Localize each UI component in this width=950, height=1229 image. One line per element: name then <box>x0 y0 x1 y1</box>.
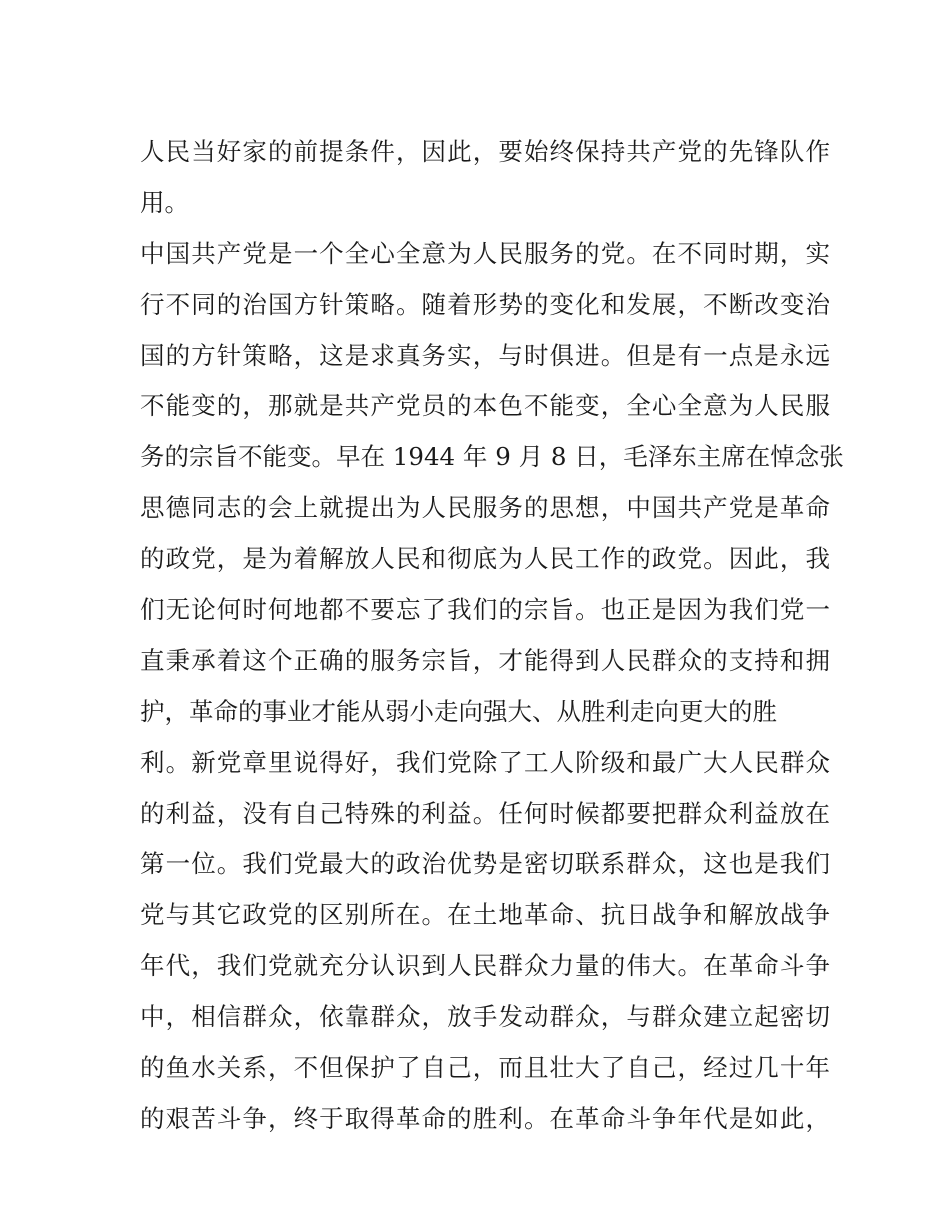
text-line-8: 思德同志的会上就提出为人民服务的思想，中国共产党是革命 <box>140 493 830 523</box>
text-line-15: 第一位。我们党最大的政治优势是密切联系群众，这也是我们 <box>140 849 830 879</box>
body-text <box>140 127 844 1145</box>
text-line-17: 年代，我们党就充分认识到人民群众力量的伟大。在革命斗争 <box>140 951 830 981</box>
text-line-11: 直秉承着这个正确的服务宗旨，才能得到人民群众的支持和拥 <box>140 645 830 675</box>
text-line-20: 的艰苦斗争，终于取得革命的胜利。在革命斗争年代是如此， <box>140 1103 830 1133</box>
text-line-1: 人民当好家的前提条件，因此，要始终保持共产党的先锋队作 <box>140 137 830 166</box>
text-line-14: 的利益，没有自己特殊的利益。任何时候都要把群众利益放在 <box>140 798 830 828</box>
text-line-12: 护，革命的事业才能从弱小走向强大、从胜利走向更大的胜 <box>140 696 777 726</box>
text-line-7: 务的宗旨不能变。早在 1944 年 9 月 8 日，毛泽东主席在悼念张 <box>140 442 844 472</box>
text-line-5: 国的方针策略，这是求真务实，与时俱进。但是有一点是永远 <box>140 340 830 370</box>
text-line-10: 们无论何时何地都不要忘了我们的宗旨。也正是因为我们党一 <box>140 595 830 625</box>
text-line-4: 行不同的治国方针策略。随着形势的变化和发展，不断改变治 <box>140 289 830 319</box>
text-line-2: 用。 <box>140 187 189 217</box>
text-line-16: 党与其它政党的区别所在。在土地革命、抗日战争和解放战争 <box>140 900 830 930</box>
text-line-13: 利。新党章里说得好，我们党除了工人阶级和最广大人民群众 <box>140 747 830 777</box>
text-line-19: 的鱼水关系，不但保护了自己，而且壮大了自己，经过几十年 <box>140 1053 830 1083</box>
text-line-3: 中国共产党是一个全心全意为人民服务的党。在不同时期，实 <box>140 238 830 268</box>
text-line-18: 中，相信群众，依靠群众，放手发动群众，与群众建立起密切 <box>140 1002 830 1032</box>
text-line-6: 不能变的，那就是共产党员的本色不能变，全心全意为人民服 <box>140 391 830 421</box>
text-line-9: 的政党，是为着解放人民和彻底为人民工作的政党。因此，我 <box>140 544 830 574</box>
